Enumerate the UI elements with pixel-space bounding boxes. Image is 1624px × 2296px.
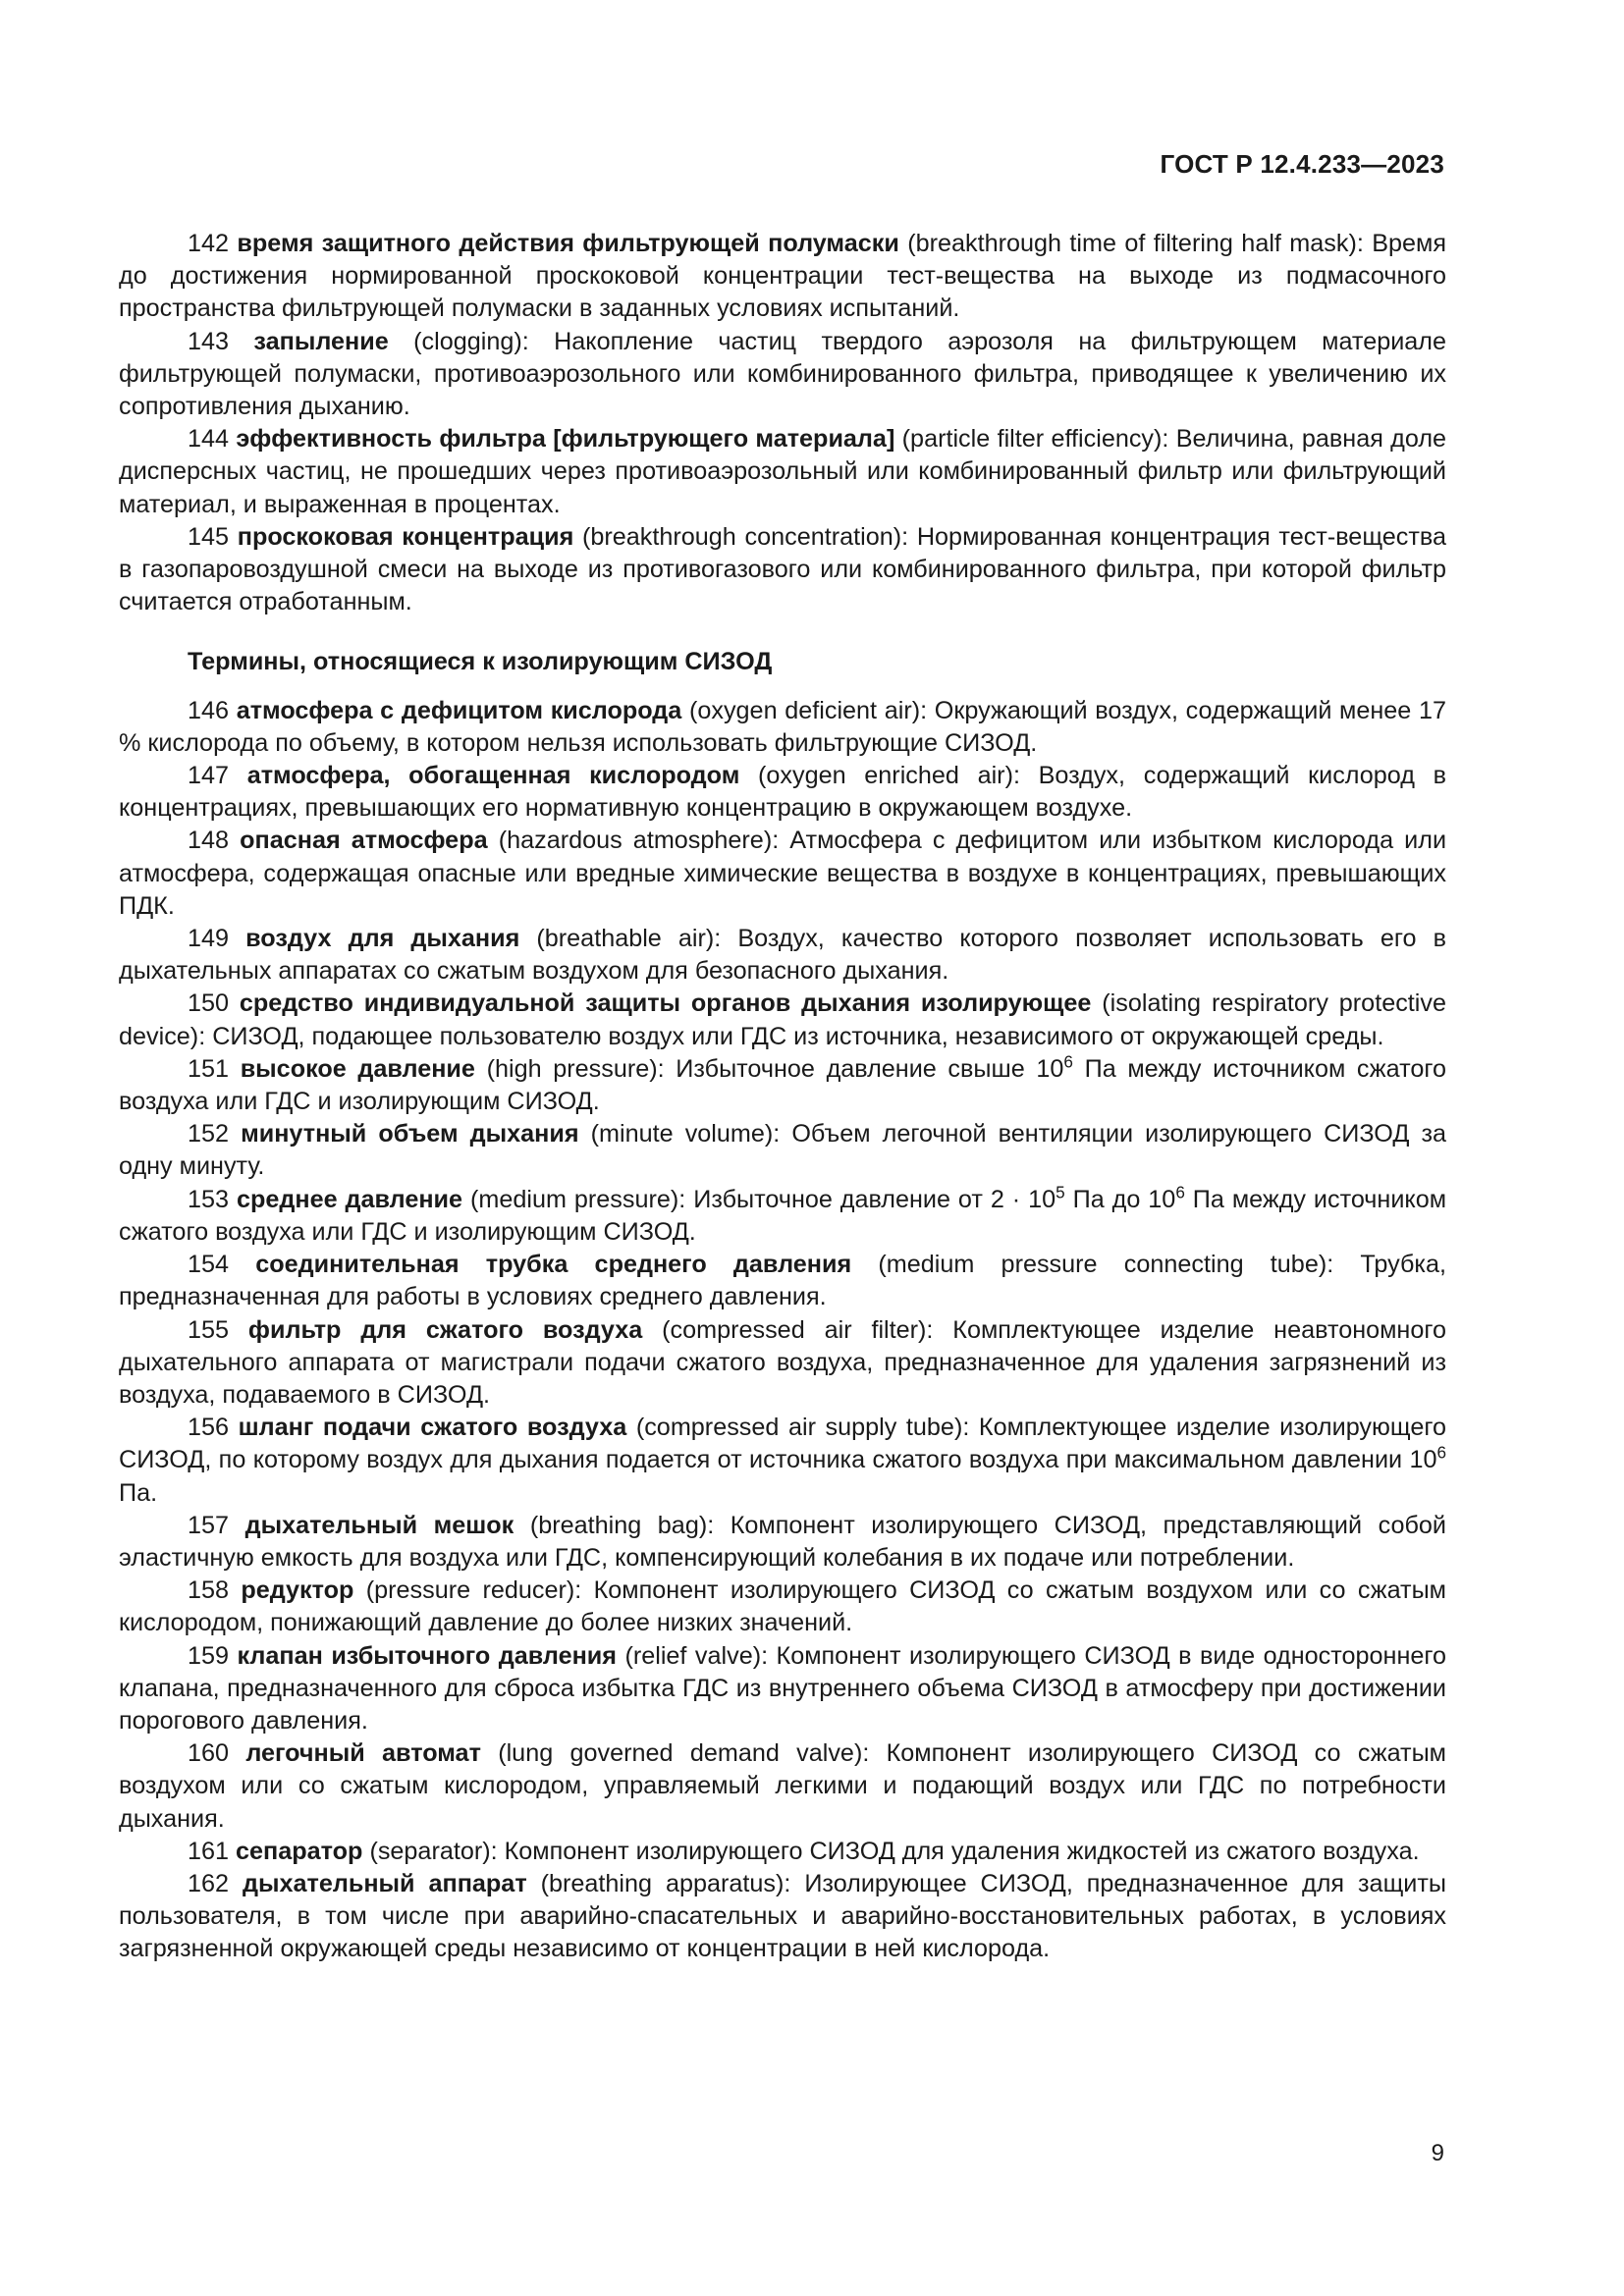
term-definition: (minute volume): Объем легочной вентиляции изолирующего СИЗОД за одну минуту. — [119, 1120, 1447, 1181]
term-number: 162 — [188, 1869, 230, 1897]
term-number: 159 — [188, 1641, 230, 1670]
term-name: опасная атмосфера — [240, 827, 488, 855]
term-number: 157 — [188, 1511, 230, 1539]
term-entry-157 — [119, 1510, 1446, 1575]
term-name: клапан избыточного давления — [237, 1641, 617, 1670]
term-name: время защитного действия фильтрующей полумаски — [237, 230, 899, 257]
term-name: запыление — [253, 327, 389, 355]
term-definition: (particle filter efficiency): Величина, равная доле дисперсных частиц, не прошедших через противоаэрозольный или комбинированный фильтр или фильтрующий материал, и выраженная в процентах. — [119, 425, 1447, 518]
term-entry-142 — [119, 228, 1446, 326]
term-number: 155 — [188, 1315, 230, 1344]
term-name: соединительная трубка среднего давления — [255, 1251, 852, 1279]
term-number: 150 — [188, 989, 230, 1018]
term-entry-154 — [119, 1249, 1446, 1313]
definition-text: (high pressure): Избыточное давление свыше 10 — [486, 1054, 1064, 1083]
term-entry-145 — [119, 521, 1446, 619]
term-definition: (relief valve): Компонент изолирующего СИЗОД в виде одностороннего клапана, предназначенного для сброса избытка ГДС из внутреннего объема СИЗОД в атмосферу при достижении порогового давления. — [119, 1641, 1447, 1735]
term-entry-159 — [119, 1640, 1446, 1738]
term-number: 147 — [188, 762, 230, 790]
term-entry-146 — [119, 695, 1446, 760]
term-number: 145 — [188, 522, 230, 551]
term-entry-148 — [119, 825, 1446, 923]
term-definition: (oxygen deficient air): Окружающий воздух, содержащий менее 17 % кислорода по объему, в котором нельзя использовать фильтрующие СИЗОД. — [119, 696, 1446, 757]
term-entry-156 — [119, 1412, 1446, 1510]
term-definition: (pressure reducer): Компонент изолирующего СИЗОД со сжатым воздухом или со сжатым кислородом, понижающий давление до более низких значений. — [119, 1576, 1446, 1637]
term-entry-160 — [119, 1737, 1446, 1836]
term-entry-152 — [119, 1118, 1446, 1183]
term-definition: (compressed air filter): Комплектующее изделие неавтономного дыхательного аппарата от магистрали подачи сжатого воздуха, предназначенное для удаления загрязнений из воздуха, подаваемого в СИЗОД. — [119, 1315, 1446, 1409]
section-heading: Термины, относящиеся к изолирующим СИЗОД — [188, 648, 773, 676]
term-definition: (medium pressure connecting tube): Трубка, предназначенная для работы в условиях среднего давления. — [119, 1251, 1447, 1311]
term-definition: (hazardous atmosphere): Атмосфера с дефицитом или избытком кислорода или атмосфера, содержащая опасные или вредные химические вещества в воздухе в концентрациях, превышающих ПДК. — [119, 827, 1447, 920]
definition-text: (medium pressure): Избыточное давление от 2 · 10 — [470, 1185, 1056, 1213]
exponent: 6 — [1436, 1442, 1446, 1463]
term-entry-158 — [119, 1575, 1446, 1639]
term-name: воздух для дыхания — [245, 925, 520, 953]
term-number: 161 — [188, 1837, 230, 1865]
term-definition: (clogging): Накопление частиц твердого аэрозоля на фильтрующем материале фильтрующей полумаски, противоаэрозольного или комбинированного фильтра, приводящее к увеличению их сопротивления дыханию. — [119, 327, 1446, 421]
term-definition: (oxygen enriched air): Воздух, содержащий кислород в концентрациях, превышающих его нормативную концентрацию в окружающем воздухе. — [119, 762, 1447, 823]
exponent: 6 — [1175, 1182, 1185, 1202]
term-number: 154 — [188, 1251, 230, 1279]
term-entry-150 — [119, 988, 1446, 1052]
term-definition: (breathable air): Воздух, качество которого позволяет использовать его в дыхательных аппаратах со сжатым воздухом для безопасного дыхания. — [119, 925, 1447, 986]
term-number: 144 — [188, 425, 230, 454]
term-entry-143 — [119, 326, 1446, 424]
term-name: дыхательный аппарат — [242, 1869, 527, 1897]
term-entry-149 — [119, 923, 1446, 988]
term-name: сепаратор — [236, 1837, 363, 1865]
term-entry-153 — [119, 1184, 1446, 1249]
term-name: высокое давление — [240, 1054, 475, 1083]
term-number: 142 — [188, 230, 230, 257]
term-number: 152 — [188, 1120, 230, 1148]
document-body — [119, 228, 1446, 1966]
term-name: шланг подачи сжатого воздуха — [238, 1414, 627, 1442]
definition-text: Па между источником сжатого воздуха или ГДС и изолирующим СИЗОД. — [119, 1185, 1447, 1246]
term-number: 158 — [188, 1576, 230, 1605]
term-number: 148 — [188, 827, 230, 855]
term-number: 143 — [188, 327, 230, 355]
term-name: легочный автомат — [245, 1739, 481, 1768]
term-number: 153 — [188, 1185, 230, 1213]
term-entry-162 — [119, 1868, 1446, 1966]
page-number: 9 — [1431, 2140, 1444, 2166]
term-number: 149 — [188, 925, 230, 953]
term-name: атмосфера с дефицитом кислорода — [236, 696, 682, 724]
term-number: 146 — [188, 696, 230, 724]
term-entry-151 — [119, 1053, 1446, 1118]
term-name: атмосфера, обогащенная кислородом — [246, 762, 740, 790]
term-entry-155 — [119, 1314, 1446, 1413]
term-name: редуктор — [241, 1576, 354, 1605]
term-definition: (separator): Компонент изолирующего СИЗОД для удаления жидкостей из сжатого воздуха. — [369, 1837, 1420, 1865]
term-name: проскоковая концентрация — [237, 522, 574, 551]
term-definition: (breakthrough concentration): Нормированная концентрация тест-вещества в газопаровоздушной смеси на выходе из противогазового или комбинированного фильтра, при которой фильтр считается отработанным. — [119, 522, 1447, 616]
definition-text: Па. — [119, 1478, 158, 1507]
term-number: 160 — [188, 1739, 230, 1768]
term-name: средство индивидуальной защиты органов дыхания изолирующее — [239, 989, 1092, 1018]
definition-text: Па до 10 — [1064, 1185, 1176, 1213]
definition-text: Па между источником сжатого воздуха или ГДС и изолирующим СИЗОД. — [119, 1054, 1447, 1116]
term-entry-161 — [119, 1836, 1446, 1868]
term-entry-144 — [119, 423, 1446, 521]
term-name: минутный объем дыхания — [241, 1120, 579, 1148]
term-definition: (breathing bag): Компонент изолирующего СИЗОД, представляющий собой эластичную емкость для воздуха или ГДС, компенсирующий колебания в их подаче или потреблении. — [119, 1511, 1447, 1572]
term-definition: (breakthrough time of filtering half mask): Время до достижения нормированной проскоковой концентрации тест-вещества на выходе из подмасочного пространства фильтрующей полумаски в заданных условиях испытаний. — [119, 230, 1446, 323]
exponent: 5 — [1056, 1182, 1065, 1202]
term-number: 151 — [188, 1054, 230, 1083]
term-definition: (isolating respiratory protective device): СИЗОД, подающее пользователю воздух или ГДС из источника, независимого от окружающей среды. — [119, 989, 1446, 1050]
term-entry-147 — [119, 760, 1446, 825]
document-code-header: ГОСТ Р 12.4.233—2023 — [1160, 149, 1444, 179]
term-name: эффективность фильтра [фильтрующего материала] — [236, 425, 895, 454]
term-name: фильтр для сжатого воздуха — [247, 1315, 643, 1344]
term-definition: (lung governed demand valve): Компонент изолирующего СИЗОД со сжатым воздухом или со сжатым кислородом, управляемый легкими и подающий воздух или ГДС по потребности дыхания. — [119, 1739, 1446, 1833]
definition-text: (compressed air supply tube): Комплектующее изделие изолирующего СИЗОД, по которому воздух для дыхания подается от источника сжатого воздуха при максимальном давлении 10 — [119, 1414, 1447, 1474]
term-name: среднее давление — [236, 1185, 463, 1213]
term-number: 156 — [188, 1414, 230, 1442]
term-name: дыхательный мешок — [244, 1511, 514, 1539]
exponent: 6 — [1063, 1051, 1073, 1072]
term-definition: (breathing apparatus): Изолирующее СИЗОД, предназначенное для защиты пользователя, в том числе при аварийно-спасательных и аварийно-восстановительных работах, в условиях загрязненной окружающей среды независимо от концентрации в ней кислорода. — [119, 1869, 1447, 1963]
